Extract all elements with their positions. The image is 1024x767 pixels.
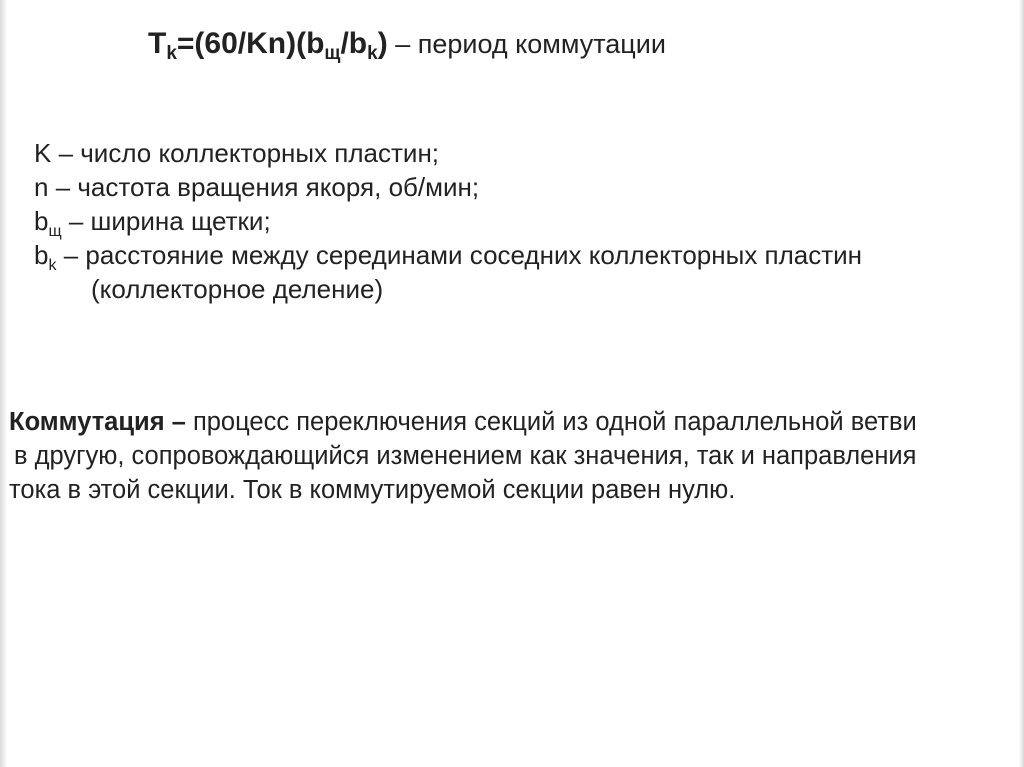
left-border [0,0,7,767]
formula-expression: $T_k=(60/Kn)(b_щ/b_k)$ [148,27,388,64]
definition-k: K – число коллекторных пластин; [34,138,440,168]
right-border [1019,0,1024,767]
definition-n: n – частота вращения якоря, об/мин; [34,172,480,202]
definition-b-k: $b_k$ – расстояние между серединами соседних коллекторных пластин [34,240,863,274]
symbol-definitions [34,136,862,306]
definition-b-brush: $b_щ$ – ширина щетки; [34,206,271,240]
paragraph-line-2: в другую, сопровождающийся изменением как значения, так и направления [14,442,917,470]
commutation-definition-paragraph [9,405,917,507]
paragraph-line-1: Коммутация – процесс переключения секций из одной параллельной ветви [9,408,917,436]
definition-b-k-continuation: (коллекторное деление) [91,274,384,304]
formula-description: – период коммутации [387,29,666,59]
paragraph-line-3: тока в этой секции. Ток в коммутируемой секции равен нулю. [9,476,736,504]
commutation-term: Коммутация – [9,408,186,436]
commutation-period-formula [148,24,666,64]
